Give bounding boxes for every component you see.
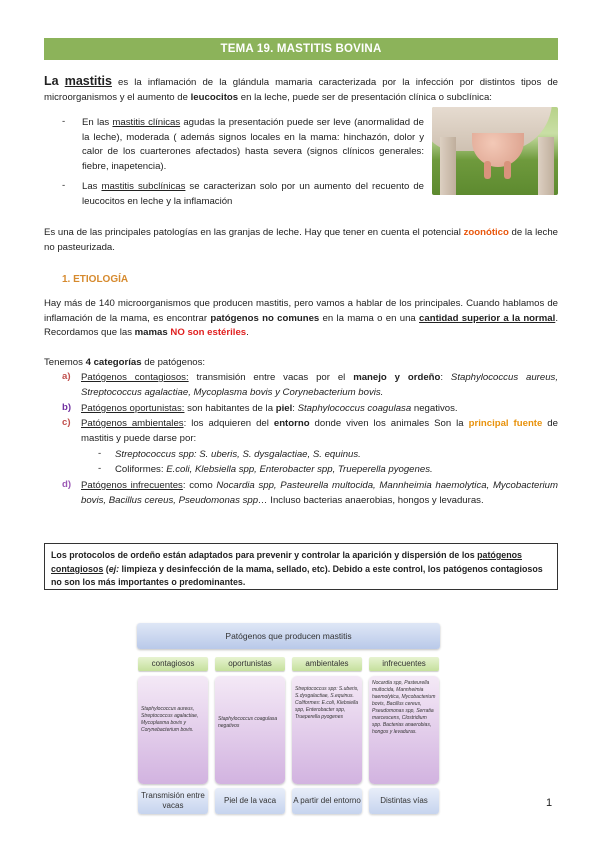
category-text	[81, 402, 558, 417]
tenemos-pre: Tenemos	[44, 357, 86, 368]
box-text-b: (	[103, 563, 109, 574]
bullet-pre: En las	[82, 117, 113, 128]
para3-mamas: mamas	[134, 327, 168, 339]
diagram-footer-contagiosos: Transmisión entre vacas	[138, 788, 208, 814]
box-contagiosos: patógenos contagiosos	[51, 550, 522, 574]
cow-leg-shape	[538, 137, 554, 195]
diagram-column-contagiosos: Staphylococcus aureus, Streptococcus agalactiae, Mycoplasma bovis y Corynebacterium bovis.	[138, 676, 208, 784]
category-highlight: principal fuente	[468, 418, 543, 429]
bullet-mark: -	[62, 180, 66, 191]
bullet-body: se caracterizan solo por un aumento del recuento de leucocitos en leche y la inflamación	[82, 181, 424, 207]
intro-text-a: es la inflamación de la glándula mamaria caracterizada por la infección por distintos tipos de microorganismos y el aumento de	[44, 77, 559, 103]
category-tail: negativos.	[411, 403, 458, 414]
category-letter: b)	[62, 402, 72, 413]
category-bold: piel	[275, 403, 293, 414]
diagram-column-oportunistas: Staphylococcus coagulasa negativos	[215, 676, 285, 784]
cow-leg-shape	[440, 137, 456, 195]
diagram-category-oportunistas: oportunistas	[215, 657, 285, 671]
diagram-footer-oportunistas: Piel de la vaca	[215, 788, 285, 814]
para3-text-c: . Recordamos que las	[44, 312, 558, 339]
category-name: Patógenos oportunistas:	[81, 403, 185, 414]
para3-text-a: Hay más de 140 microorganismos que producen mastitis, pero vamos a hablar de los principales. Cuando hablamos de inflamación de la mama, es encontrar	[44, 298, 558, 324]
diagram-category-infrecuentes: infrecuentes	[369, 657, 439, 671]
category-tail: de mastitis y puede darse por:	[81, 418, 558, 444]
para3-text-d: .	[246, 327, 249, 339]
intro-first-word: La	[44, 74, 59, 88]
cow-udder-image	[432, 107, 558, 195]
bullet-clinicas	[62, 116, 424, 178]
category-desc: son habitantes de la	[184, 403, 276, 414]
box-text-a: Los protocolos de ordeño están adaptados para prevenir y controlar la aparición y dispersión de los	[51, 550, 478, 560]
page-number: 1	[546, 797, 553, 809]
bullet-mark: -	[98, 448, 102, 459]
category-text	[81, 417, 558, 446]
category-infrecuentes	[62, 479, 558, 525]
paragraph-patologias	[44, 226, 558, 255]
para3-no-esteriles: NO son estériles	[170, 327, 247, 339]
para3-no-comunes: patógenos no comunes	[210, 312, 320, 324]
category-letter: d)	[62, 479, 72, 490]
para2-text-a: Es una de las principales patologías en las granjas de leche. Hay que tener en cuenta el potencial	[44, 227, 464, 238]
category-text	[81, 479, 558, 508]
diagram-column-ambientales: Streptococcus spp: S.uberis, S.dysgalactiae, S.equinus. Coliformes: E.coli, Klebsiella spp, Enterobacter spp, Trueperella pyogenes	[292, 676, 362, 784]
category-desc2: :	[440, 372, 451, 383]
paragraph-microorganismos	[44, 297, 558, 341]
bullet-term: mastitis clínicas	[112, 117, 181, 128]
category-tail: Incluso bacterias anaerobias, hongos y levaduras.	[267, 494, 484, 506]
bullet-subclinicas	[62, 180, 424, 210]
sub-bullet-species: E.coli, Klebsiella spp, Enterobacter spp, Trueperella pyogenes.	[166, 464, 433, 475]
para3-cantidad: cantidad superior a la normal	[419, 312, 556, 324]
category-desc2: :	[292, 403, 298, 414]
sub-bullet-text	[115, 448, 555, 463]
category-bold: manejo y ordeño	[353, 372, 441, 383]
bullet-text	[82, 180, 424, 209]
cow-teat-shape	[484, 161, 491, 179]
bullet-mark: -	[62, 116, 66, 127]
category-species: Staphylococcus aureus, Streptococcus agalactiae, Mycoplasma bovis y Corynebacterium bovis.	[81, 372, 558, 398]
cow-teat-shape	[504, 161, 511, 179]
intro-paragraph	[44, 74, 558, 105]
category-letter: a)	[62, 371, 71, 382]
diagram-footer-ambientales: A partir del entorno	[292, 788, 362, 814]
category-letter: c)	[62, 417, 71, 428]
category-ambientales	[62, 417, 558, 447]
category-text	[81, 371, 558, 400]
category-bold: entorno	[273, 418, 310, 429]
pathogens-diagram	[133, 620, 444, 814]
category-oportunistas	[62, 402, 558, 417]
diagram-category-contagiosos: contagiosos	[138, 657, 208, 671]
para2-text-b: de la leche no pasteurizada.	[44, 227, 559, 253]
category-contagiosos	[62, 371, 558, 401]
box-ej: ej:	[108, 563, 120, 574]
sub-bullet-pre: Coliformes:	[115, 464, 167, 475]
bullet-pre: Las	[82, 181, 102, 192]
category-desc2: donde viven los animales Son la	[309, 418, 469, 429]
diagram-category-ambientales: ambientales	[292, 657, 362, 671]
category-species: Staphylococcus coagulasa	[297, 403, 412, 414]
section-heading-etiologia: 1. ETIOLOGÍA	[62, 274, 129, 285]
category-name: Patógenos contagiosos:	[81, 372, 189, 383]
sub-bullet-coliformes	[98, 463, 558, 478]
para3-text-b: en la mama o en una	[319, 312, 420, 324]
protocols-note-box	[44, 543, 558, 590]
sub-bullet-text	[115, 463, 555, 478]
diagram-column-infrecuentes: Nocardia spp, Pasteurella multocida, Mannheimia haemolytica, Mycobacterium bovis, Bacillus cereus, Pseudomonas spp, Serratia marcescens, Clostridium spp. Bacterias anaerobias, hongos y levaduras.	[369, 676, 439, 784]
category-name: Patógenos ambientales	[81, 418, 184, 429]
category-name: Patógenos infrecuentes	[81, 480, 183, 491]
bullet-mark: -	[98, 463, 102, 474]
box-text-c: limpieza y desinfección de la mama, sellado, etc). Debido a este control, los patógenos contagiosos no son los más importantes o predominantes.	[51, 563, 543, 588]
category-species: Nocardia spp, Pasteurella multocida, Mannheimia haemolytica, Mycobacterium bovis, Bacillus cereus, Pseudomonas spp…	[81, 480, 558, 506]
category-desc: transmisión entre vacas por el	[188, 372, 354, 383]
tenemos-post: de patógenos:	[141, 357, 206, 368]
category-desc: : como	[182, 480, 217, 491]
bullet-term: mastitis subclínicas	[101, 181, 186, 192]
categories-intro	[44, 356, 558, 371]
cow-udder-shape	[472, 133, 524, 167]
page-title: TEMA 19. MASTITIS BOVINA	[44, 38, 558, 60]
sub-bullet-species: Streptococcus spp: S. uberis, S. dysgalactiae, S. equinus.	[115, 449, 361, 460]
diagram-footer-infrecuentes: Distintas vías	[369, 788, 439, 814]
intro-term: mastitis	[64, 74, 112, 88]
bullet-body: agudas la presentación puede ser leve (anormalidad de la leche), moderada ( además signos locales en la mama: hinchazón, dolor y calor de los cuarterones afectados) hasta severa (signos clínicos generales: fiebre, inapetencia).	[82, 117, 424, 172]
category-desc: : los adquieren del	[183, 418, 274, 429]
intro-text-b: en la leche, puede ser de presentación clínica o subclínica:	[238, 91, 492, 103]
sub-bullet-streptococcus	[98, 448, 558, 463]
para2-zoonotico: zoonótico	[463, 227, 509, 238]
bullet-text	[82, 116, 424, 174]
intro-leucocitos: leucocitos	[190, 91, 239, 103]
tenemos-bold: 4 categorías	[85, 357, 142, 368]
diagram-header: Patógenos que producen mastitis	[137, 623, 440, 649]
